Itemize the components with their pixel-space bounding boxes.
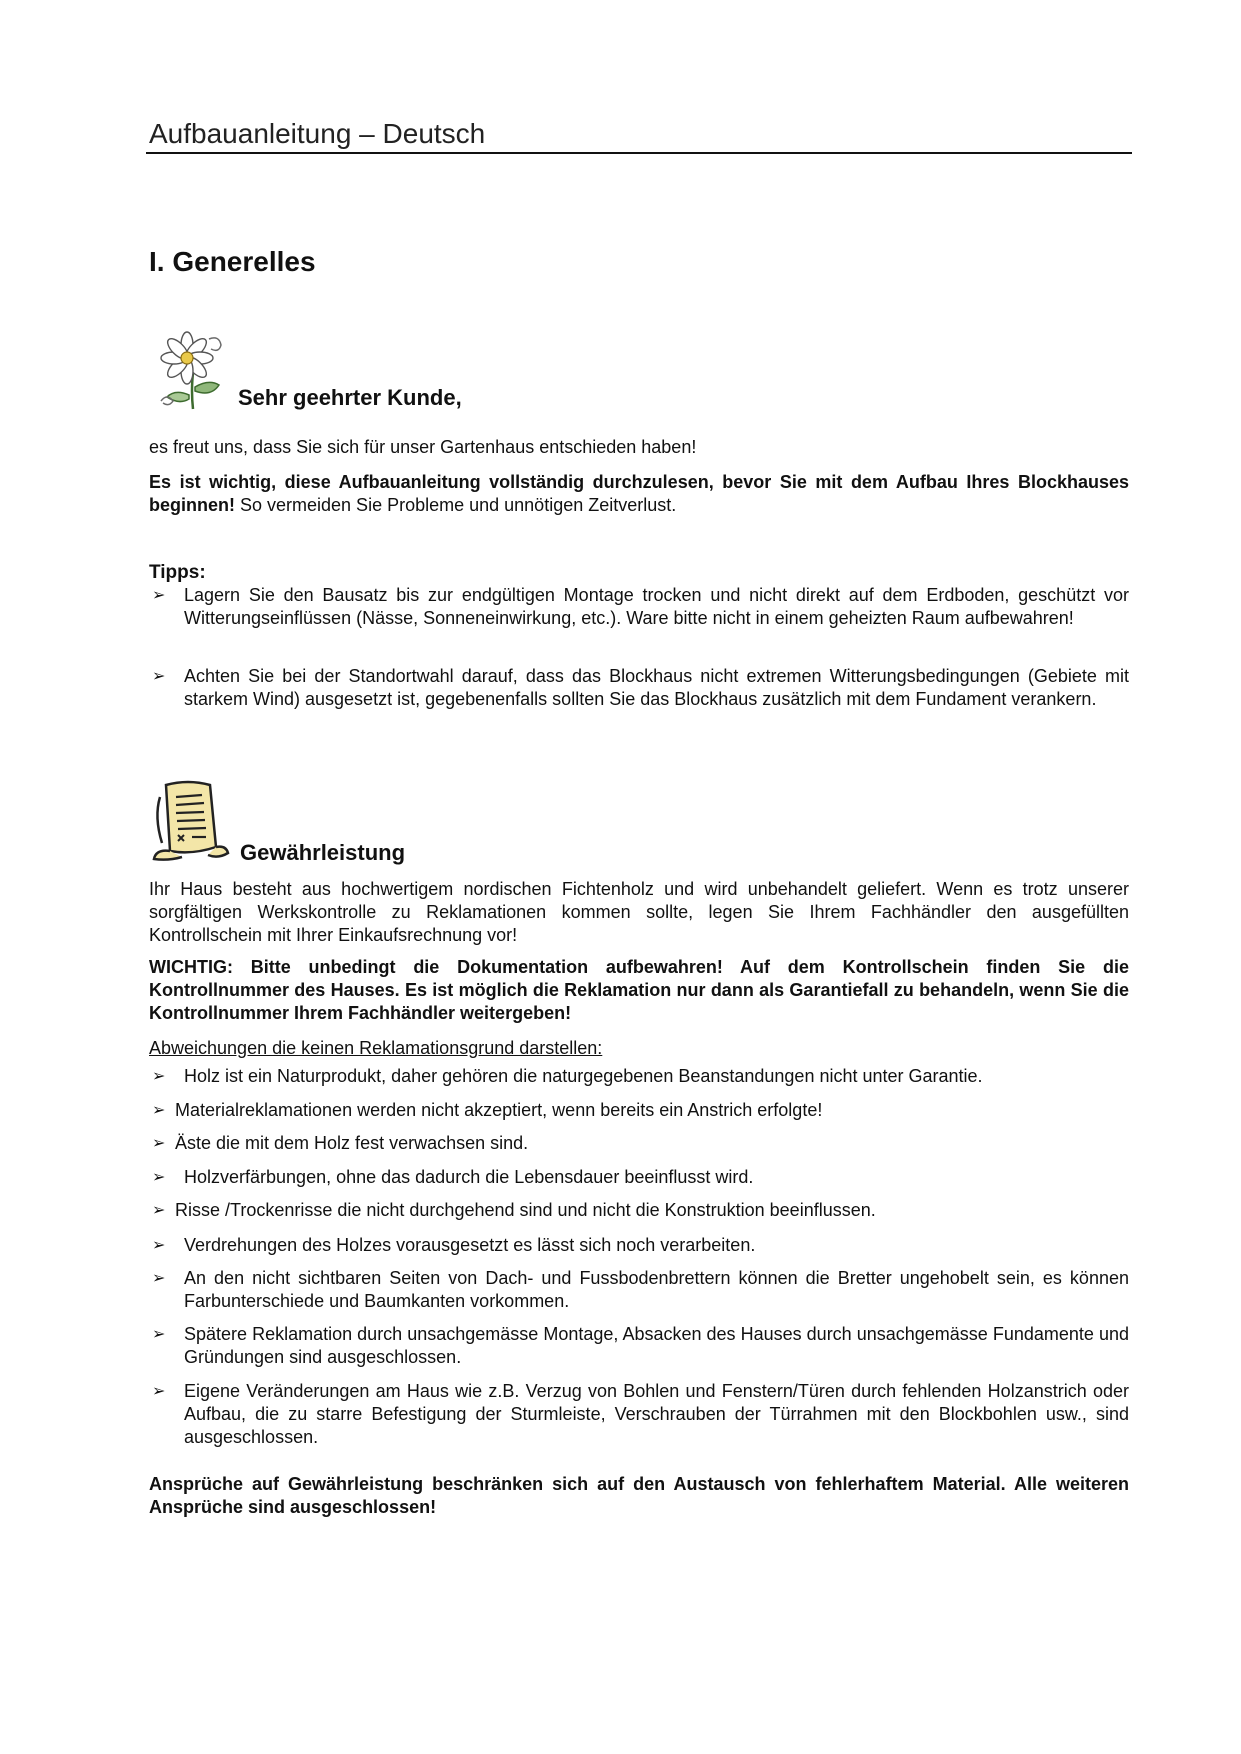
bullet-arrow-icon: ➢ [152,668,166,685]
tip-item [149,584,1129,630]
tip-item [149,665,1129,711]
bullet-arrow-icon: ➢ [152,1383,166,1400]
deviation-item [149,1166,1129,1189]
tip-item-text: Lagern Sie den Bausatz bis zur endgültigen Montage trocken und nicht direkt auf dem Erdboden, geschützt vor Witterungseinflüssen (Nässe, Sonneneinwirkung, etc.). Ware bitte nicht in einem geheizten Raum aufbewahren! [184,585,1129,628]
tips-heading: Tipps: [149,562,206,583]
bullet-arrow-icon: ➢ [152,1068,166,1085]
deviation-item [149,1199,1129,1222]
bullet-arrow-icon: ➢ [152,1102,166,1119]
warranty-paragraph: Ihr Haus besteht aus hochwertigem nordischen Fichtenholz und wird unbehandelt geliefert. Wenn es trotz unserer sorgfältigen Werkskontrolle zu Reklamationen kommen sollte, legen Sie Ihrem Fachhändler den ausgefüllten Kontrollschein mit Ihrer Einkaufsrechnung vor! [149,879,1129,945]
warranty-claims-note: Ansprüche auf Gewährleistung beschränken sich auf den Austausch von fehlerhaftem Material. Alle weiteren Ansprüche sind ausgeschlossen! [149,1474,1129,1517]
deviation-item-text: An den nicht sichtbaren Seiten von Dach- und Fussbodenbrettern können die Bretter ungehobelt sein, es können Farbunterschiede und Baumkanten vorkommen. [184,1268,1129,1311]
deviation-item [149,1065,1129,1088]
warranty-heading: Gewährleistung [240,840,406,865]
bullet-arrow-icon: ➢ [152,587,166,604]
intro-text: es freut uns, dass Sie sich für unser Gartenhaus entschieden haben! [149,437,697,457]
deviation-item [149,1099,1129,1122]
important-notice [149,471,1129,517]
deviation-item-text: Spätere Reklamation durch unsachgemässe Montage, Absacken des Hauses durch unsachgemässe Fundamente und Gründungen sind ausgeschlossen. [184,1324,1129,1367]
deviation-item [149,1132,1129,1155]
bullet-arrow-icon: ➢ [152,1270,166,1287]
greeting: Sehr geehrter Kunde, [238,385,462,410]
bullet-arrow-icon: ➢ [152,1135,166,1152]
bullet-arrow-icon: ➢ [152,1237,166,1254]
deviation-item-text: Holz ist ein Naturprodukt, daher gehören die naturgegebenen Beanstandungen nicht unter Garantie. [184,1066,983,1086]
bullet-arrow-icon: ➢ [152,1169,166,1186]
important-notice-bold: Es ist wichtig, diese Aufbauanleitung vollständig durchzulesen, bevor Sie mit dem Aufbau Ihres Blockhauses beginnen! [149,472,1129,515]
deviation-item-text: Holzverfärbungen, ohne das dadurch die Lebensdauer beeinflusst wird. [184,1167,754,1187]
document-scroll-icon [148,777,233,862]
deviation-item-text: Äste die mit dem Holz fest verwachsen sind. [175,1133,529,1153]
deviations-heading: Abweichungen die keinen Reklamationsgrund darstellen: [149,1038,603,1058]
deviation-item-text: Verdrehungen des Holzes vorausgesetzt es lässt sich noch verarbeiten. [184,1235,756,1255]
deviation-item [149,1323,1129,1369]
warranty-important: WICHTIG: Bitte unbedingt die Dokumentation aufbewahren! Auf dem Kontrollschein finden Sie die Kontrollnummer des Hauses. Es ist möglich die Reklamation nur dann als Garantiefall zu behandeln, wenn Sie die Kontrollnummer Ihrem Fachhändler weitergeben! [149,957,1129,1023]
deviation-item [149,1234,1129,1257]
deviation-item-text: Materialreklamationen werden nicht akzeptiert, wenn bereits ein Anstrich erfolgte! [175,1100,823,1120]
bullet-arrow-icon: ➢ [152,1202,166,1219]
section-title: I. Generelles [149,246,316,277]
deviation-item [149,1380,1129,1449]
flower-icon [149,325,229,410]
header-rule [146,152,1132,154]
deviation-item-text: Risse /Trockenrisse die nicht durchgehend sind und nicht die Konstruktion beeinflussen. [175,1200,876,1220]
deviation-item [149,1267,1129,1313]
important-notice-rest: So vermeiden Sie Probleme und unnötigen Zeitverlust. [235,495,677,515]
deviation-item-text: Eigene Veränderungen am Haus wie z.B. Verzug von Bohlen und Fenstern/Türen durch fehlenden Holzanstrich oder Aufbau, die zu starre Befestigung der Sturmleiste, Verschrauben der Türrahmen mit den Blockbohlen usw., sind ausgeschlossen. [184,1381,1129,1447]
page-header-title: Aufbauanleitung – Deutsch [149,118,486,149]
tip-item-text: Achten Sie bei der Standortwahl darauf, dass das Blockhaus nicht extremen Witterungsbedingungen (Gebiete mit starkem Wind) ausgesetzt ist, gegebenenfalls sollten Sie das Blockhaus zusätzlich mit dem Fundament verankern. [184,666,1129,709]
bullet-arrow-icon: ➢ [152,1326,166,1343]
